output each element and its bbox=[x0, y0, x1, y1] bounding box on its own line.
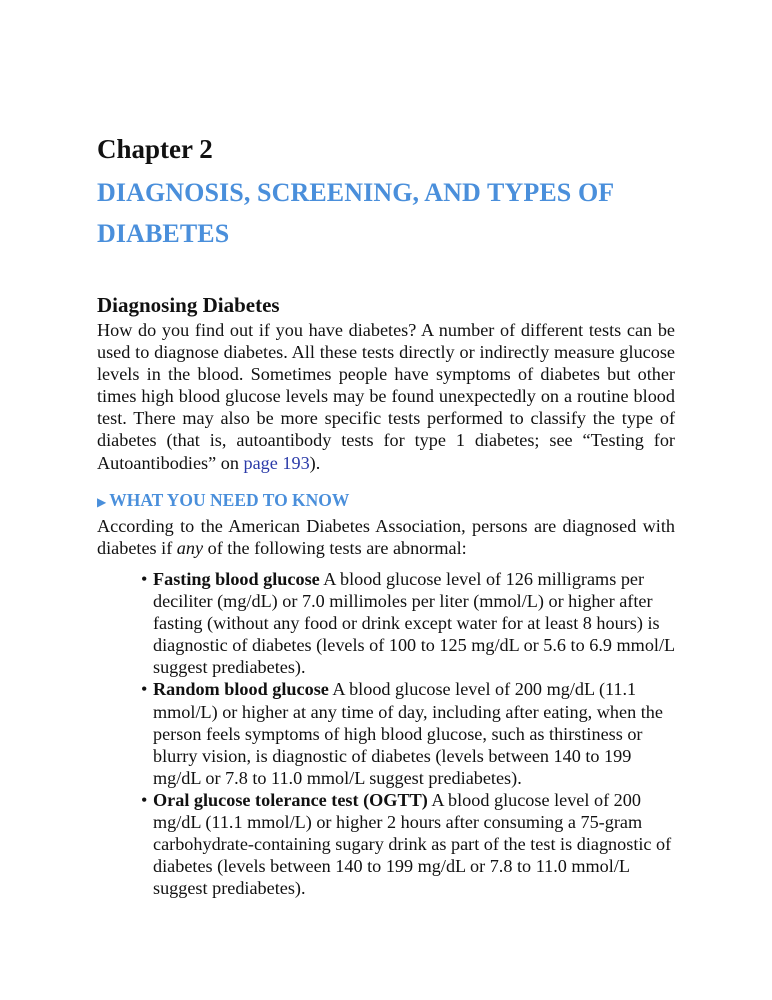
bullet-icon: • bbox=[141, 569, 148, 589]
chapter-label: Chapter 2 bbox=[97, 134, 213, 164]
ada-text-before: According to the American Diabetes Association, persons are diagnosed with diabetes if bbox=[97, 516, 675, 559]
diagnostic-tests-list bbox=[141, 568, 676, 899]
what-you-need-label: WHAT YOU NEED TO KNOW bbox=[109, 490, 350, 510]
bullet-text: A blood glucose level of 200 mg/dL (11.1 mmol/L) or higher at any time of day, including after eating, when the person feels symptoms of high blood glucose, such as thirstiness or blurry vision, is diagnostic of diabetes (levels between 140 to 199 mg/dL or 7.8 to 11.0 mmol/L suggest prediabetes). bbox=[153, 679, 663, 788]
bullet-term: Random blood glucose bbox=[153, 679, 329, 700]
chapter-title: DIAGNOSIS, SCREENING, AND TYPES OF DIABETES bbox=[97, 178, 614, 248]
bullet-icon: • bbox=[141, 789, 148, 810]
intro-paragraph bbox=[97, 319, 675, 474]
section-heading: Diagnosing Diabetes bbox=[97, 293, 280, 317]
list-item bbox=[141, 568, 676, 678]
what-you-need-heading bbox=[97, 490, 349, 511]
intro-text: How do you find out if you have diabetes? A number of different tests can be used to diagnose diabetes. All these tests directly or indirectly measure glucose levels in the blood. Sometimes people have symptoms of diabetes but other times high blood glucose levels may be found unexpectedly on a routine blood test. There may also be more specific tests performed to classify the type of diabetes (that is, autoantibody tests for type 1 diabetes; see “Testing for Autoantibodies” on bbox=[97, 320, 675, 473]
bullet-term: Fasting blood glucose bbox=[153, 569, 320, 589]
ada-paragraph bbox=[97, 515, 675, 559]
ada-text-after: of the following tests are abnormal: bbox=[203, 538, 467, 559]
bullet-text: A blood glucose level of 200 mg/dL (11.1 mmol/L) or higher 2 hours after consuming a 75-gram carbohydrate-containing sugary drink as part of the test is diagnostic of diabetes (levels between 140 to 199 mg/dL or 7.8 to 11.0 mmol/L suggest prediabetes). bbox=[153, 789, 672, 899]
bullet-text: A blood glucose level of 126 milligrams per deciliter (mg/dL) or 7.0 millimoles per liter (mmol/L) or higher after fasting (without any food or drink except water for at least 8 hours) is diagnostic of diabetes (levels of 100 to 125 mg/dL or 5.6 to 6.9 mmol/L suggest prediabetes). bbox=[153, 569, 675, 678]
intro-end: ). bbox=[309, 452, 321, 473]
ada-emphasis: any bbox=[176, 538, 204, 559]
bullet-term: Oral glucose tolerance test (OGTT) bbox=[153, 789, 428, 810]
list-item bbox=[141, 789, 676, 899]
page-link[interactable]: page 193 bbox=[243, 452, 310, 473]
triangle-right-icon: ▶ bbox=[97, 495, 107, 509]
list-item bbox=[141, 678, 676, 788]
bullet-icon: • bbox=[141, 679, 148, 700]
